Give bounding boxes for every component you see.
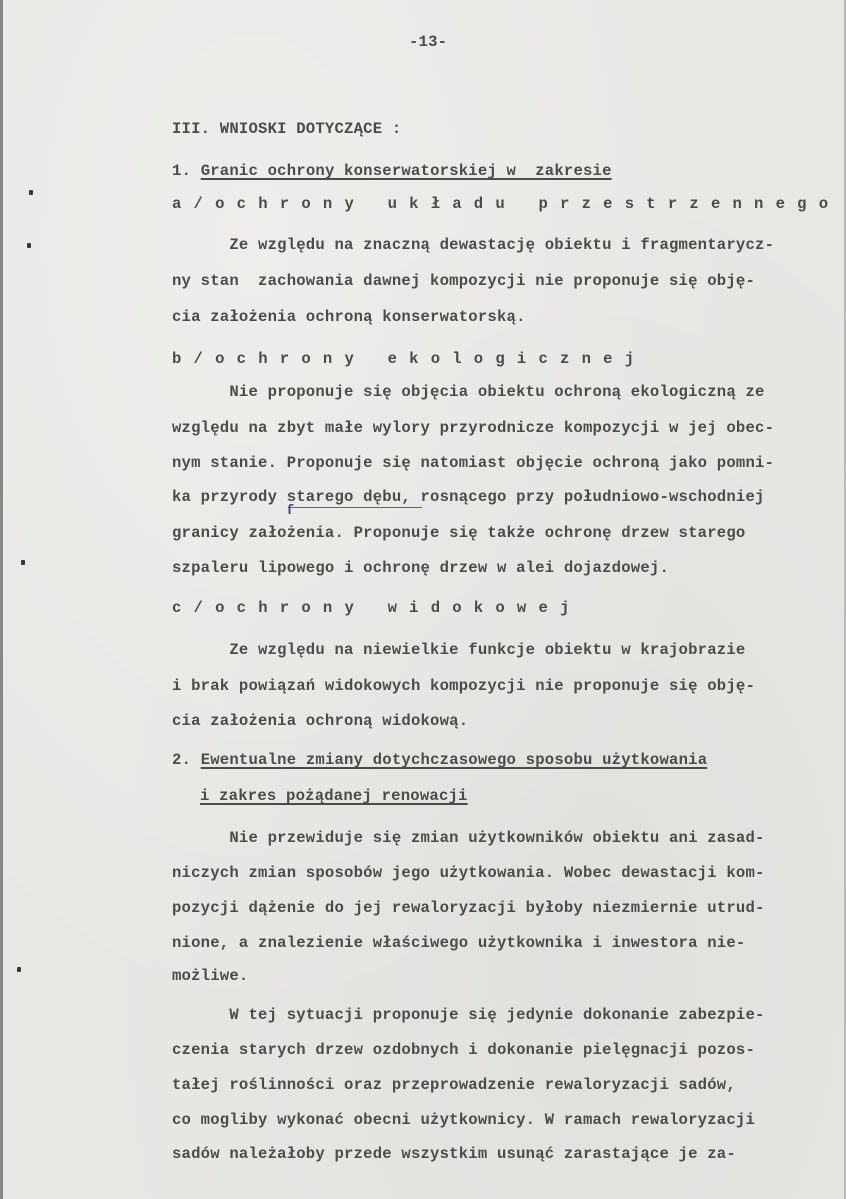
handwritten-mark: ſ bbox=[286, 503, 295, 519]
body-line: co mogliby wykonać obecni użytkownicy. W ramach rewaloryzacji bbox=[172, 1111, 756, 1129]
subsection-a-label: a/ochrony układu przestrzennego bbox=[172, 195, 841, 213]
subsection-b-label: b/ochrony ekologicznej bbox=[172, 350, 647, 368]
body-line: Nie przewiduje się zmian użytkowników obiektu ani zasad- bbox=[172, 829, 765, 847]
body-line: tałej roślinności oraz przeprowadzenie rewaloryzacji sadów, bbox=[172, 1076, 736, 1094]
section-2-title-cont: i zakres pożądanej renowacji bbox=[200, 787, 468, 805]
body-line: Nie proponuje się objęcia obiektu ochroną ekologiczną ze bbox=[172, 383, 765, 401]
subsection-c-label: c/ochrony widokowej bbox=[172, 599, 582, 617]
body-line: niczych zmian sposobów jego użytkowania. Wobec dewastacji kom- bbox=[172, 864, 765, 882]
margin-mark bbox=[21, 560, 25, 565]
section-2-title: Ewentualne zmiany dotychczasowego sposobu użytkowania bbox=[200, 751, 708, 769]
body-line: Ze względu na znaczną dewastację obiektu i fragmentarycz- bbox=[172, 236, 775, 254]
handwritten-underline bbox=[288, 507, 422, 508]
body-line: granicy założenia. Proponuje się także ochronę drzew starego bbox=[172, 524, 746, 542]
body-line: ny stan zachowania dawnej kompozycji nie proponuje się obję- bbox=[172, 272, 756, 290]
margin-mark bbox=[27, 243, 31, 248]
body-line: nym stanie. Proponuje się natomiast objęcie ochroną jako pomni- bbox=[172, 454, 775, 472]
body-line: cia założenia ochroną widokową. bbox=[172, 712, 469, 730]
body-line: względu na zbyt małe wylory przyrodnicze kompozycji w jej obec- bbox=[172, 419, 775, 437]
section-1-title: Granic ochrony konserwatorskiej w zakresie bbox=[200, 162, 612, 180]
body-line: czenia starych drzew ozdobnych i dokonanie pielęgnacji pozos- bbox=[172, 1041, 756, 1059]
scan-edge-left bbox=[0, 0, 3, 1199]
body-line: Ze względu na niewielkie funkcje obiektu w krajobrazie bbox=[172, 641, 746, 659]
body-line: cia założenia ochroną konserwatorską. bbox=[172, 308, 526, 326]
section-2-heading bbox=[172, 751, 707, 769]
body-line: i brak powiązań widokowych kompozycji nie proponuje się obję- bbox=[172, 677, 756, 695]
body-line: możliwe. bbox=[172, 967, 249, 985]
page-number: -13- bbox=[409, 33, 448, 51]
body-line: W tej sytuacji proponuje się jedynie dokonanie zabezpie- bbox=[172, 1006, 765, 1024]
body-line: szpaleru lipowego i ochronę drzew w alei dojazdowej. bbox=[172, 559, 670, 577]
margin-mark bbox=[29, 190, 33, 195]
section-1-number: 1. bbox=[172, 162, 192, 180]
body-line: ka przyrody starego dębu, rosnącego przy południowo-wschodniej bbox=[172, 488, 765, 506]
section-1-heading bbox=[172, 162, 612, 180]
margin-mark bbox=[17, 967, 21, 972]
body-line: pozycji dążenie do jej rewaloryzacji byłoby niezmiernie utrud- bbox=[172, 899, 765, 917]
body-line: nione, a znalezienie właściwego użytkownika i inwestora nie- bbox=[172, 934, 746, 952]
body-line: sadów należałoby przede wszystkim usunąć zarastające je za- bbox=[172, 1145, 736, 1163]
section-2-number: 2. bbox=[172, 751, 192, 769]
section-heading: III. WNIOSKI DOTYCZĄCE : bbox=[172, 120, 402, 138]
